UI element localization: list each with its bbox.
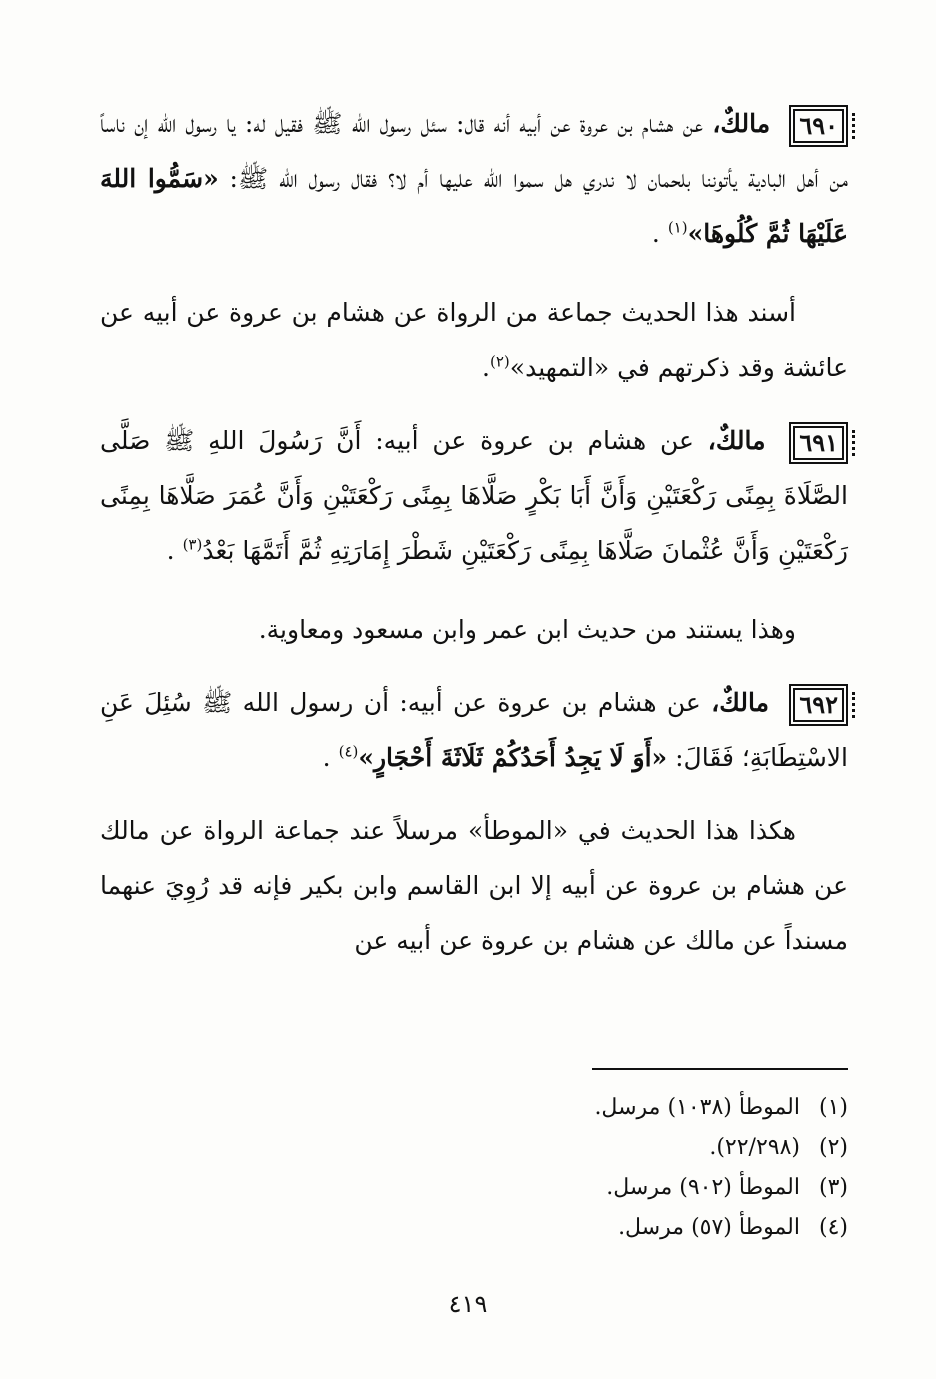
commentary-text: هكذا هذا الحديث في «الموطأ» مرسلاً عند جماعة الرواة عن مالك عن هشام بن عروة عن أبيه إلا ابن القاسم وابن بكير فإنه قد رُوِيَ عنهما مسنداً عن مالك عن هشام بن عروة عن أبيه عن — [100, 816, 848, 955]
hadith-text: عن هشام بن عروة عن أبيه: أن رسول الله ﷺ سُئِلَ عَنِ الاسْتِطَابَةِ؛ فَقَالَ: — [100, 688, 848, 772]
footnote-item — [400, 1088, 848, 1128]
footnote-ref: (١) — [667, 218, 688, 237]
hadith-number: ٦٩٢ — [789, 684, 848, 726]
hadith-number: ٦٩١ — [789, 422, 848, 464]
hadith-692 — [100, 675, 848, 785]
footnotes — [400, 1088, 848, 1248]
sentence-end: . — [322, 743, 331, 772]
footnote-ref: (٢) — [490, 352, 510, 371]
hadith-text: عن هشام بن عروة عن أبيه: أَنَّ رَسُولَ اللهِ ﷺ صَلَّى الصَّلَاةَ بِمِنًى رَكْعَتَيْنِ وَأَنَّ أَبَا بَكْرٍ صَلَّاهَا بِمِنًى رَكْعَتَيْنِ وَأَنَّ عُمَرَ صَلَّاهَا بِمِنًى رَكْعَتَيْنِ وَأَنَّ عُثْمانَ صَلَّاهَا بِمِنًى رَكْعَتَيْنِ شَطْرَ إِمَارَتِهِ ثُمَّ أَتَمَّهَا بَعْدُ — [100, 426, 848, 565]
footnote-item — [400, 1168, 848, 1208]
footnote-number: (٢) — [818, 1135, 848, 1160]
footnote-divider — [592, 1068, 848, 1070]
commentary-690: أسند هذا الحديث جماعة من الرواة عن هشام بن عروة عن أبيه عن عائشة وقد ذكرتهم في «التمهيد»$^{(٢)}$. — [100, 298, 848, 382]
commentary-text: وهذا يستند من حديث ابن عمر وابن مسعود ومعاوية. — [258, 615, 796, 644]
footnote-number: (٤) — [818, 1215, 848, 1240]
footnote-item — [400, 1128, 848, 1168]
footnote-ref: (٣) — [182, 535, 203, 554]
hadith-text: عن هشام بن عروة عن أبيه أنه قال: سئل رسول الله ﷺ فقيل له: يا رسول الله إن ناساً من أهل البادية يأتوننا بلحمان لا ندري هل سموا الله عليها أم لا؟ فقال رسول الله ﷺ: — [100, 109, 848, 193]
hadith-690 — [100, 96, 848, 261]
hadith-quote: «أَوَ لَا يَجِدُ أَحَدُكُمْ ثَلَاثَةَ أَحْجَارٍ» — [358, 743, 668, 772]
hadith-691 — [100, 413, 848, 578]
footnote-text: (٢٢/٢٩٨). — [709, 1135, 800, 1160]
narrator-name: مالكٌ، — [712, 109, 771, 138]
footnote-ref: (٤) — [338, 742, 359, 761]
page-number: ٤١٩ — [448, 1290, 488, 1318]
footnote-number: (٣) — [818, 1175, 848, 1200]
narrator-name: مالكٌ، — [711, 688, 769, 717]
footnote-text: الموطأ (١٠٣٨) مرسل. — [594, 1095, 800, 1120]
commentary-691 — [100, 602, 848, 657]
narrator-name: مالكٌ، — [707, 426, 766, 455]
hadith-quote: «سَمُّوا اللهَ عَلَيْهَا ثُمَّ كُلُوهَا» — [100, 164, 848, 248]
footnote-item — [400, 1208, 848, 1248]
sentence-end: . — [166, 536, 175, 565]
commentary-692 — [100, 803, 848, 968]
sentence-end: . — [651, 219, 660, 248]
footnote-text: الموطأ (٩٠٢) مرسل. — [606, 1175, 800, 1200]
footnote-number: (١) — [818, 1095, 848, 1120]
commentary-text: أسند هذا الحديث جماعة من الرواة عن هشام بن عروة عن أبيه عن عائشة وقد ذكرتهم في «التمهيد» — [100, 298, 848, 382]
hadith-number: ٦٩٠ — [789, 105, 848, 147]
footnote-text: الموطأ (٥٧) مرسل. — [618, 1215, 800, 1240]
page-body — [100, 96, 848, 968]
